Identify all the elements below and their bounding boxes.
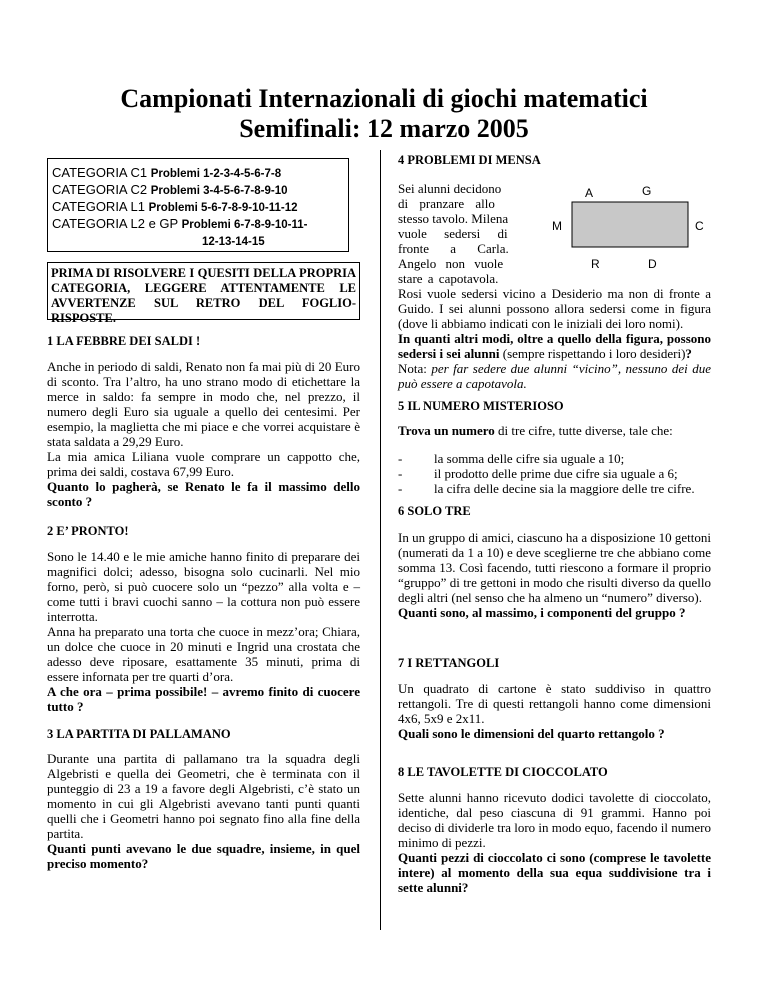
seat-label: D xyxy=(648,257,657,271)
table-rect xyxy=(572,202,688,247)
category-box xyxy=(47,158,349,252)
problem-4-title: 4 PROBLEMI DI MENSA xyxy=(398,153,541,167)
seat-label: C xyxy=(695,219,704,233)
problem-3-body: Durante una partita di pallamano tra la squadra degli Algebristi e quella dei Geometri, che è terminata con il punteggio di 23 a 19 a favore degli Algebristi, c’è stato un momento in cui gli Algebristi avevano tanti punti quanti quelli che i Geometri hanno poi segnato fino alla fine della partita. Quanti punti avevano le due squadre, insieme, in quel preciso momento? xyxy=(47,751,360,871)
problem-2-title: 2 E’ PRONTO! xyxy=(47,524,129,538)
problem-5-title: 5 IL NUMERO MISTERIOSO xyxy=(398,399,564,413)
category-line: CATEGORIA L1 Problemi 5-6-7-8-9-10-11-12 xyxy=(52,199,298,214)
list-item: - la somma delle cifre sia uguale a 10; xyxy=(398,451,711,466)
seat-label: A xyxy=(585,186,594,200)
problem-3-title: 3 LA PARTITA DI PALLAMANO xyxy=(47,727,231,741)
problem-5-conditions xyxy=(398,451,711,496)
warning-box: PRIMA DI RISOLVERE I QUESITI DELLA PROPRIA CATEGORIA, LEGGERE ATTENTAMENTE LE AVVERTENZE SUL RETRO DEL FOGLIO-RISPOSTE. xyxy=(47,262,360,320)
page-subtitle: Semifinali: 12 marzo 2005 xyxy=(239,114,529,143)
problem-1-body: Anche in periodo di saldi, Renato non fa mai più di 20 Euro di sconto. Tra l’altro, ha uno strano modo di etichettare la merce in saldo: fa sempre in modo che, nel prezzo, il numero degli Euro sia uguale a quello dei centesimi. Per esempio, la maglietta che mi piace e che vorrei acquistare è stata saldata a 29,29 Euro. La mia amica Liliana vuole comprare un cappotto che, prima dei saldi, costava 67,99 Euro. Quanto lo pagherà, se Renato le fa il massimo dello sconto ? xyxy=(47,359,360,509)
problem-5-body: Trova un numero di tre cifre, tutte diverse, tale che: - la somma delle cifre sia uguale a 10; - il prodotto delle prime due cifre sia uguale a 6; - la cifra delle decine sia la maggiore delle tre cifre. xyxy=(398,423,711,496)
problem-2-body: Sono le 14.40 e le mie amiche hanno finito di preparare dei magnifici dolci; adesso, bisogna solo cucinarli. Nel mio forno, però, si può cuocere solo un “pezzo” alla volta e – come tutti i bravi cuochi sanno – la cottura non può essere interrotta. Anna ha preparato una torta che cuoce in mezz’ora; Chiara, un dolce che cuoce in 20 minuti e Ingrid una crostata che adesso deve riposare, esattamente 35 minuti, prima di essere infornata per tre quarti d’ora. A che ora – prima possibile! – avremo finito di cuocere tutto ? xyxy=(47,549,360,714)
seat-label: M xyxy=(552,219,562,233)
problem-6-title: 6 SOLO TRE xyxy=(398,504,471,518)
seat-label: R xyxy=(591,257,600,271)
page-title: Campionati Internazionali di giochi matematici xyxy=(120,84,648,113)
category-line: CATEGORIA C2 Problemi 3-4-5-6-7-8-9-10 xyxy=(52,182,288,197)
category-line: CATEGORIA L2 e GP Problemi 6-7-8-9-10-11- xyxy=(52,216,308,231)
problem-4-intro: Sei alunni decidono di pranzare allo stesso tavolo. Milena vuole sedersi di fronte a Carla. Angelo non vuole stare a capotavola. xyxy=(398,181,509,286)
category-line: CATEGORIA C1 Problemi 1-2-3-4-5-6-7-8 xyxy=(52,165,282,180)
list-item: - la cifra delle decine sia la maggiore delle tre cifre. xyxy=(398,481,711,496)
problem-8-title: 8 LE TAVOLETTE DI CIOCCOLATO xyxy=(398,765,608,779)
seat-label: G xyxy=(642,184,652,198)
problem-7-body: Un quadrato di cartone è stato suddiviso in quattro rettangoli. Tre di questi rettangoli hanno come dimensioni 4x6, 5x9 e 2x11. Quali sono le dimensioni del quarto rettangolo ? xyxy=(398,681,711,741)
list-item: - il prodotto delle prime due cifre sia uguale a 6; xyxy=(398,466,711,481)
problem-7-title: 7 I RETTANGOLI xyxy=(398,656,500,670)
table-seating-figure xyxy=(545,180,710,278)
category-line: 12-13-14-15 xyxy=(202,236,265,248)
column-divider xyxy=(380,150,381,930)
problem-4-body: Rosi vuole sedersi vicino a Desiderio ma non di fronte a Guido. I sei alunni possono allora sedersi come in figura (dove li abbiamo indicati con le iniziali dei loro nomi). In quanti altri modi, oltre a quello della figura, possono sedersi i sei alunni (sempre rispettando i loro desideri)? Nota: per far sedere due alunni “vicino”, nessuno dei due può essere a capotavola. xyxy=(398,286,711,391)
problem-6-body: In un gruppo di amici, ciascuno ha a disposizione 10 gettoni (numerati da 1 a 10) e deve sceglierne tre che abbiano come somma 13. Così facendo, tutti riescono a formare il proprio “gruppo” di tre gettoni in modo che risulti diverso da quello degli altri (nel senso che ha almeno un “numero” diverso). Quanti sono, al massimo, i componenti del gruppo ? xyxy=(398,530,712,620)
problem-1-title: 1 LA FEBBRE DEI SALDI ! xyxy=(47,334,201,348)
problem-8-body: Sette alunni hanno ricevuto dodici tavolette di cioccolato, identiche, dal peso ciascuna di 91 grammi. Hanno poi deciso di dividerle tra loro in modo equo, facendo il numero minimo di pezzi. Quanti pezzi di cioccolato ci sono (comprese le tavolette intere) al momento della sua equa suddivisione tra i sette alunni? xyxy=(398,790,711,895)
